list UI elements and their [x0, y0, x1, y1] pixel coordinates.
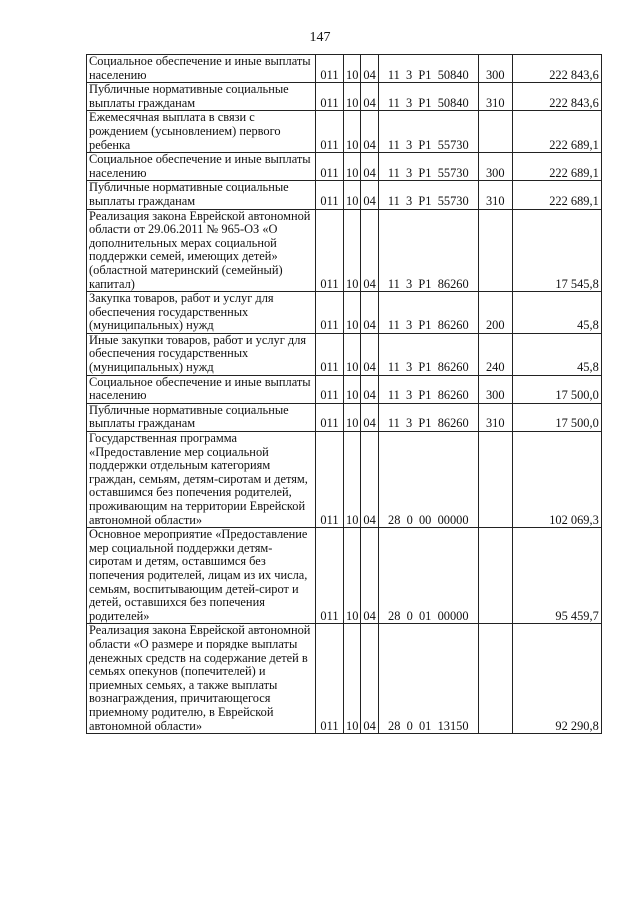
row-amount-cell: 17 500,0 — [512, 403, 601, 431]
row-name-cell: Публичные нормативные социальные выплаты гражданам — [87, 181, 316, 209]
budget-table-body — [87, 55, 602, 734]
row-subsection-cell: 04 — [361, 55, 378, 83]
row-amount-cell: 222 689,1 — [512, 153, 601, 181]
target-article-code: 28 0 01 00000 — [388, 608, 469, 623]
row-subsection-cell: 04 — [361, 292, 378, 334]
row-subsection-cell: 04 — [361, 111, 378, 153]
row-name-cell: Социальное обеспечение и иные выплаты населению — [87, 375, 316, 403]
row-target-article-cell — [378, 83, 478, 111]
row-admin-code-cell: 011 — [316, 83, 344, 111]
row-name-cell: Публичные нормативные социальные выплаты гражданам — [87, 83, 316, 111]
row-expense-type-cell — [478, 432, 512, 528]
target-article-code: 11 3 Р1 55730 — [387, 137, 469, 152]
target-article-code: 11 3 Р1 50840 — [387, 95, 469, 110]
row-section-cell: 10 — [344, 83, 361, 111]
row-subsection-cell: 04 — [361, 375, 378, 403]
row-admin-code-cell: 011 — [316, 403, 344, 431]
budget-table — [86, 54, 602, 734]
row-section-cell: 10 — [344, 209, 361, 292]
row-amount-cell: 92 290,8 — [512, 624, 601, 734]
row-target-article-cell — [378, 375, 478, 403]
row-section-cell: 10 — [344, 333, 361, 375]
target-article-code: 28 0 00 00000 — [388, 512, 469, 527]
row-expense-type-cell: 310 — [478, 83, 512, 111]
row-admin-code-cell: 011 — [316, 375, 344, 403]
row-name-cell: Ежемесячная выплата в связи с рождением (усыновлением) первого ребенка — [87, 111, 316, 153]
table-row — [87, 83, 602, 111]
row-expense-type-cell: 300 — [478, 55, 512, 83]
row-subsection-cell: 04 — [361, 83, 378, 111]
row-target-article-cell — [378, 403, 478, 431]
table-row — [87, 111, 602, 153]
row-target-article-cell — [378, 181, 478, 209]
table-row — [87, 209, 602, 292]
row-expense-type-cell: 240 — [478, 333, 512, 375]
table-row — [87, 403, 602, 431]
row-name-cell: Государственная программа «Предоставление мер социальной поддержки отдельным категориям граждан, семьям, детям-сиротам и детям, оставшимся без попечения родителей, проживающим на территории Еврейской автономной области» — [87, 432, 316, 528]
row-section-cell: 10 — [344, 55, 361, 83]
row-amount-cell: 17 545,8 — [512, 209, 601, 292]
row-section-cell: 10 — [344, 432, 361, 528]
row-amount-cell: 102 069,3 — [512, 432, 601, 528]
row-target-article-cell — [378, 153, 478, 181]
row-amount-cell: 222 843,6 — [512, 55, 601, 83]
row-expense-type-cell: 300 — [478, 375, 512, 403]
row-name-cell: Публичные нормативные социальные выплаты гражданам — [87, 403, 316, 431]
row-subsection-cell: 04 — [361, 153, 378, 181]
target-article-code: 28 0 01 13150 — [388, 718, 469, 733]
row-amount-cell: 222 689,1 — [512, 111, 601, 153]
row-subsection-cell: 04 — [361, 432, 378, 528]
row-name-cell: Закупка товаров, работ и услуг для обеспечения государственных (муниципальных) нужд — [87, 292, 316, 334]
row-target-article-cell — [378, 292, 478, 334]
target-article-code: 11 3 Р1 86260 — [387, 416, 469, 431]
row-name-cell: Основное мероприятие «Предоставление мер социальной поддержки детям-сиротам и детям, оставшимся без попечения родителей, лицам из их числа, семьям, воспитывающим детей-сирот и детей, оставшихся без попечения родителей» — [87, 528, 316, 624]
row-section-cell: 10 — [344, 181, 361, 209]
row-expense-type-cell: 200 — [478, 292, 512, 334]
row-amount-cell: 45,8 — [512, 333, 601, 375]
row-admin-code-cell: 011 — [316, 292, 344, 334]
row-target-article-cell — [378, 55, 478, 83]
row-subsection-cell: 04 — [361, 528, 378, 624]
row-target-article-cell — [378, 111, 478, 153]
target-article-code: 11 3 Р1 86260 — [387, 318, 469, 333]
row-expense-type-cell — [478, 209, 512, 292]
row-section-cell: 10 — [344, 111, 361, 153]
row-name-cell: Иные закупки товаров, работ и услуг для обеспечения государственных (муниципальных) нужд — [87, 333, 316, 375]
target-article-code: 11 3 Р1 55730 — [387, 165, 469, 180]
target-article-code: 11 3 Р1 86260 — [387, 360, 469, 375]
row-admin-code-cell: 011 — [316, 528, 344, 624]
row-expense-type-cell: 310 — [478, 403, 512, 431]
row-name-cell: Реализация закона Еврейской автономной области от 29.06.2011 № 965-ОЗ «О дополнительных мерах социальной поддержки семей, имеющих детей» (областной материнский (семейный) капитал) — [87, 209, 316, 292]
table-row — [87, 432, 602, 528]
row-target-article-cell — [378, 333, 478, 375]
row-subsection-cell: 04 — [361, 403, 378, 431]
row-expense-type-cell — [478, 624, 512, 734]
row-name-cell: Социальное обеспечение и иные выплаты населению — [87, 55, 316, 83]
target-article-code: 11 3 Р1 55730 — [387, 193, 469, 208]
row-target-article-cell — [378, 432, 478, 528]
row-section-cell: 10 — [344, 403, 361, 431]
row-expense-type-cell — [478, 528, 512, 624]
row-amount-cell: 222 843,6 — [512, 83, 601, 111]
row-section-cell: 10 — [344, 528, 361, 624]
row-name-cell: Реализация закона Еврейской автономной области «О размере и порядке выплаты денежных средств на содержание детей в семьях опекунов (попечителей) и приемных семьях, а также выплаты вознаграждения, причитающегося приемному родителю, в Еврейской автономной области» — [87, 624, 316, 734]
row-section-cell: 10 — [344, 624, 361, 734]
row-subsection-cell: 04 — [361, 209, 378, 292]
table-row — [87, 181, 602, 209]
row-name-cell: Социальное обеспечение и иные выплаты населению — [87, 153, 316, 181]
table-row — [87, 153, 602, 181]
table-row — [87, 292, 602, 334]
row-section-cell: 10 — [344, 375, 361, 403]
row-expense-type-cell: 300 — [478, 153, 512, 181]
row-amount-cell: 45,8 — [512, 292, 601, 334]
table-row — [87, 333, 602, 375]
row-admin-code-cell: 011 — [316, 333, 344, 375]
page-number: 147 — [309, 30, 331, 45]
row-admin-code-cell: 011 — [316, 153, 344, 181]
target-article-code: 11 3 Р1 86260 — [387, 388, 469, 403]
row-expense-type-cell — [478, 111, 512, 153]
row-admin-code-cell: 011 — [316, 432, 344, 528]
row-amount-cell: 95 459,7 — [512, 528, 601, 624]
table-row — [87, 528, 602, 624]
row-admin-code-cell: 011 — [316, 111, 344, 153]
row-admin-code-cell: 011 — [316, 209, 344, 292]
target-article-code: 11 3 Р1 86260 — [387, 276, 469, 291]
row-admin-code-cell: 011 — [316, 181, 344, 209]
row-admin-code-cell: 011 — [316, 624, 344, 734]
table-row — [87, 624, 602, 734]
row-admin-code-cell: 011 — [316, 55, 344, 83]
target-article-code: 11 3 Р1 50840 — [387, 67, 469, 82]
row-amount-cell: 17 500,0 — [512, 375, 601, 403]
row-target-article-cell — [378, 624, 478, 734]
table-row — [87, 55, 602, 83]
row-subsection-cell: 04 — [361, 624, 378, 734]
row-expense-type-cell: 310 — [478, 181, 512, 209]
row-subsection-cell: 04 — [361, 181, 378, 209]
row-section-cell: 10 — [344, 292, 361, 334]
row-section-cell: 10 — [344, 153, 361, 181]
row-subsection-cell: 04 — [361, 333, 378, 375]
row-target-article-cell — [378, 528, 478, 624]
table-row — [87, 375, 602, 403]
row-amount-cell: 222 689,1 — [512, 181, 601, 209]
row-target-article-cell — [378, 209, 478, 292]
